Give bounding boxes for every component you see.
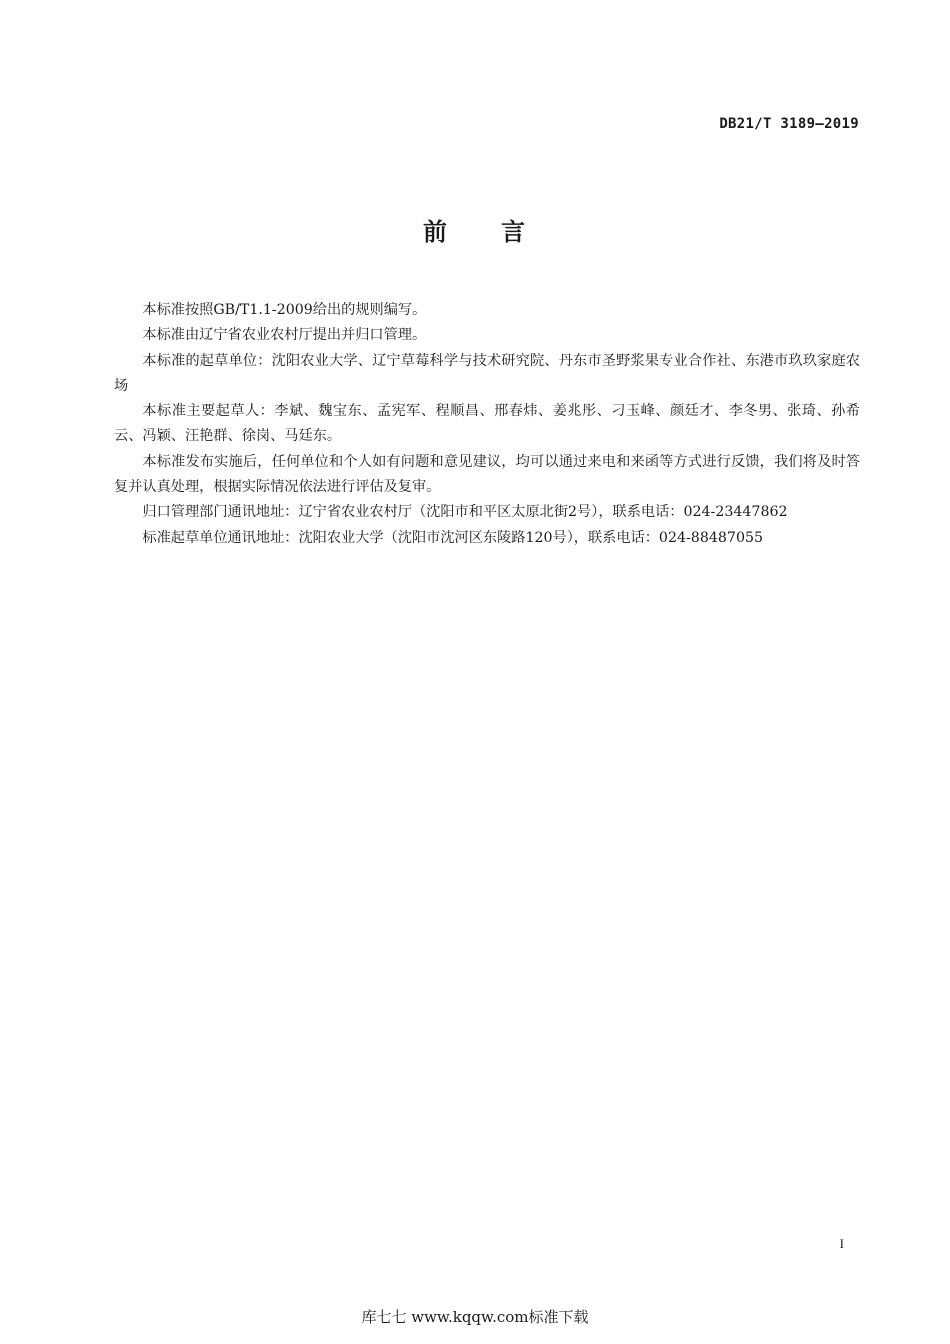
- paragraph-proposer: 本标准由辽宁省农业农村厅提出并归口管理。: [142, 327, 427, 344]
- page-number: I: [839, 1236, 844, 1251]
- paragraph-drafting-units: 本标准的起草单位：沈阳农业大学、辽宁草莓科学与技术研究院、丹东市圣野浆果专业合作社、东港市玖玖家庭农场: [114, 352, 860, 394]
- paragraph-drafting-rules: 本标准按照GB/T1.1-2009给出的规则编写。: [142, 302, 427, 318]
- paragraph-drafters: 本标准主要起草人：李斌、魏宝东、孟宪军、程顺昌、邢春炜、姜兆彤、刁玉峰、颜廷才、李冬男、张琦、孙希云、冯颖、汪艳群、徐岗、马廷东。: [114, 403, 860, 445]
- paragraph-drafter-address: 标准起草单位通讯地址：沈阳农业大学（沈阳市沈河区东陵路120号），联系电话：024-88487055: [142, 529, 764, 546]
- preface-body: [114, 298, 860, 551]
- footer-watermark: 库七七 www.kqqw.com标准下载: [361, 1308, 589, 1326]
- standard-code: DB21/T 3189—2019: [719, 116, 859, 132]
- paragraph-authority-address: 归口管理部门通讯地址：辽宁省农业农村厅（沈阳市和平区太原北街2号），联系电话：024-23447862: [142, 504, 788, 521]
- paragraph-feedback: 本标准发布实施后，任何单位和个人如有问题和意见建议，均可以通过来电和来函等方式进行反馈，我们将及时答复并认真处理，根据实际情况依法进行评估及复审。: [114, 453, 860, 496]
- page-title: 前 言: [423, 218, 527, 246]
